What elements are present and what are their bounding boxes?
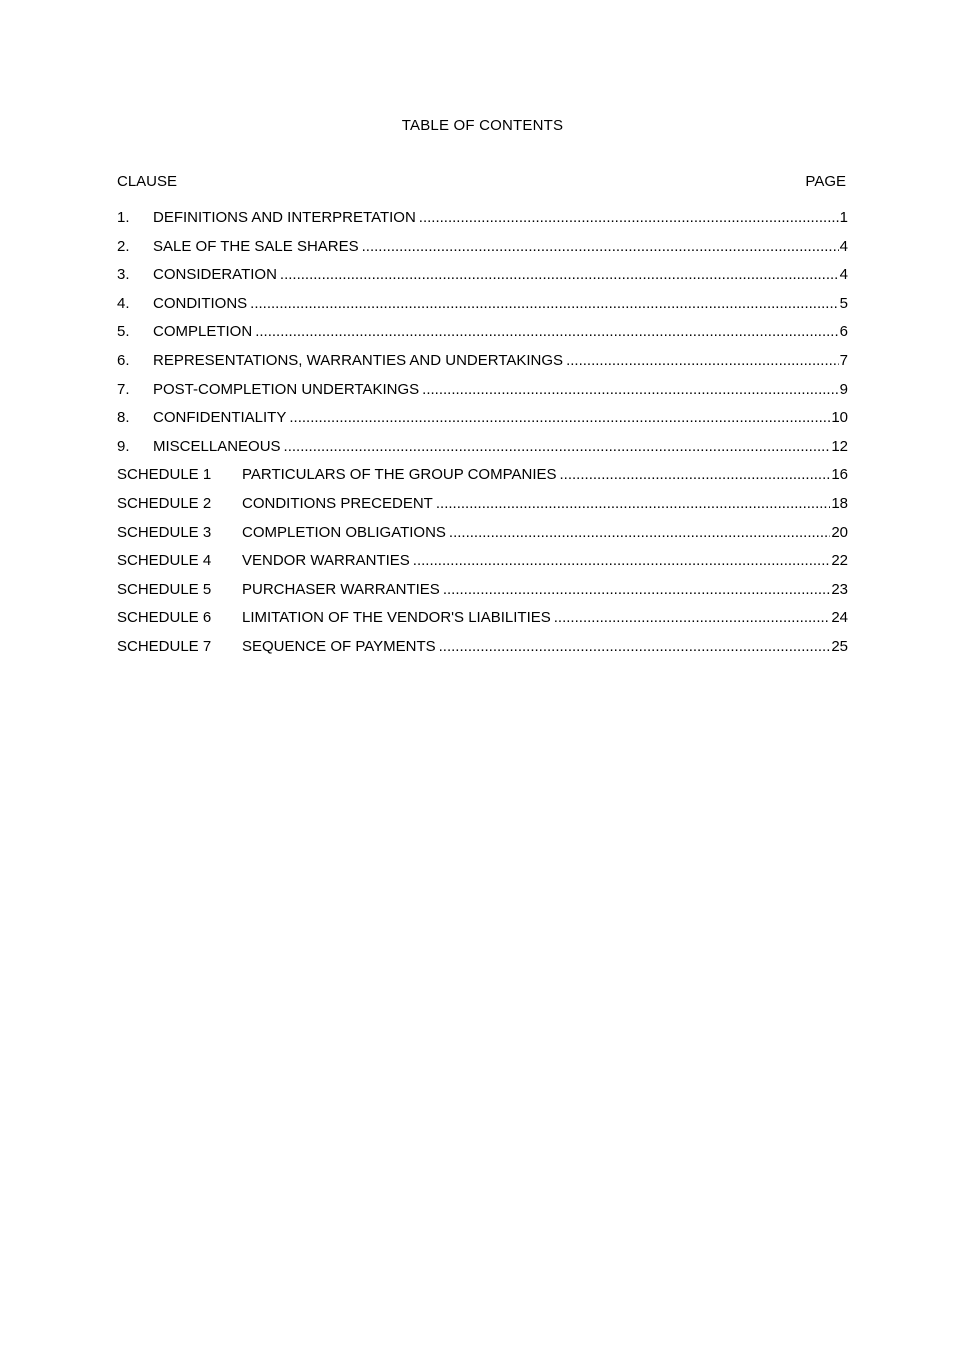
toc-entry-title: LIMITATION OF THE VENDOR'S LIABILITIES	[242, 609, 551, 627]
toc-entry-page: 22	[831, 552, 848, 570]
toc-entry-clause-6[interactable]	[117, 352, 848, 381]
toc-entry-number: 6.	[117, 351, 130, 369]
toc-entry-number: 2.	[117, 237, 130, 255]
toc-entry-title: VENDOR WARRANTIES	[242, 552, 410, 570]
dot-leader	[289, 409, 830, 426]
toc-entry-number: SCHEDULE 2	[117, 494, 212, 512]
toc-entry-page: 12	[831, 437, 848, 455]
toc-entry-page: 16	[831, 466, 848, 484]
toc-entry-page: 4	[839, 266, 848, 284]
toc-entry-page: 24	[831, 609, 848, 627]
toc-entry-number: SCHEDULE 1	[117, 466, 212, 484]
toc-entry-title: SEQUENCE OF PAYMENTS	[242, 637, 436, 655]
dot-leader	[554, 609, 831, 626]
toc-entry-number: 7.	[117, 380, 130, 398]
dot-leader	[284, 438, 831, 455]
toc-entry-clause-4[interactable]	[117, 295, 848, 324]
toc-entry-title: CONSIDERATION	[153, 266, 277, 284]
toc-entry-number: 3.	[117, 266, 130, 284]
dot-leader	[422, 381, 839, 398]
toc-entry-page: 6	[839, 323, 848, 341]
toc-entry-title: MISCELLANEOUS	[153, 437, 281, 455]
dot-leader	[280, 266, 839, 283]
clause-column-header: CLAUSE	[117, 173, 178, 190]
toc-entry-page: 5	[839, 294, 848, 312]
toc-entry-page: 23	[831, 580, 848, 598]
toc-entry-page: 4	[839, 237, 848, 255]
toc-entry-title: REPRESENTATIONS, WARRANTIES AND UNDERTAKINGS	[153, 351, 564, 369]
toc-entry-schedule-6[interactable]	[117, 609, 848, 638]
toc-entry-page: 1	[839, 209, 848, 226]
toc-entry-number: SCHEDULE 4	[117, 552, 212, 570]
toc-entry-title: PURCHASER WARRANTIES	[242, 580, 440, 598]
toc-entry-clause-3[interactable]	[117, 266, 848, 295]
toc-entry-page: 10	[831, 409, 848, 427]
toc-entry-number: 8.	[117, 409, 130, 427]
dot-leader	[560, 466, 831, 483]
dot-leader	[413, 552, 831, 569]
toc-entry-schedule-5[interactable]	[117, 581, 848, 610]
toc-entry-page: 18	[831, 494, 848, 512]
toc-entry-title: PARTICULARS OF THE GROUP COMPANIES	[242, 466, 557, 484]
toc-entry-page: 20	[831, 523, 848, 541]
toc-entry-schedule-1[interactable]	[117, 466, 848, 495]
dot-leader	[250, 295, 838, 312]
toc-entry-page: 25	[831, 637, 848, 655]
toc-entry-title: CONDITIONS PRECEDENT	[242, 494, 433, 512]
dot-leader	[449, 524, 830, 541]
toc-entry-number: 9.	[117, 437, 130, 455]
toc-entry-schedule-3[interactable]	[117, 524, 848, 553]
page-title: TABLE OF CONTENTS	[401, 117, 564, 134]
toc-entry-clause-7[interactable]	[117, 381, 848, 410]
toc-entry-number: 1.	[117, 209, 130, 226]
toc-entry-number: SCHEDULE 5	[117, 580, 212, 598]
table-of-contents	[117, 209, 848, 667]
toc-entry-clause-1[interactable]	[117, 209, 848, 238]
toc-entry-title: COMPLETION	[153, 323, 253, 341]
toc-entry-number: SCHEDULE 6	[117, 609, 212, 627]
toc-entry-title: CONDITIONS	[153, 294, 248, 312]
page-column-header: PAGE	[805, 173, 846, 190]
toc-entry-number: SCHEDULE 3	[117, 523, 212, 541]
toc-entry-page: 9	[839, 380, 848, 398]
dot-leader	[255, 323, 838, 340]
toc-entry-number: 4.	[117, 294, 130, 312]
dot-leader	[362, 238, 839, 255]
dot-leader	[566, 352, 839, 369]
toc-entry-clause-5[interactable]	[117, 323, 848, 352]
toc-entry-schedule-2[interactable]	[117, 495, 848, 524]
dot-leader	[419, 209, 839, 226]
toc-entry-title: CONFIDENTIALITY	[153, 409, 287, 427]
toc-entry-title: POST-COMPLETION UNDERTAKINGS	[153, 380, 420, 398]
toc-entry-number: SCHEDULE 7	[117, 637, 212, 655]
dot-leader	[439, 638, 831, 655]
toc-entry-clause-8[interactable]	[117, 409, 848, 438]
toc-entry-schedule-7[interactable]	[117, 638, 848, 667]
toc-entry-title: DEFINITIONS AND INTERPRETATION	[153, 209, 416, 226]
toc-entry-title: COMPLETION OBLIGATIONS	[242, 523, 446, 541]
toc-entry-clause-9[interactable]	[117, 438, 848, 467]
dot-leader	[436, 495, 830, 512]
dot-leader	[443, 581, 831, 598]
toc-entry-number: 5.	[117, 323, 130, 341]
toc-entry-title: SALE OF THE SALE SHARES	[153, 237, 359, 255]
toc-entry-clause-2[interactable]	[117, 238, 848, 267]
toc-entry-page: 7	[839, 351, 848, 369]
toc-entry-schedule-4[interactable]	[117, 552, 848, 581]
